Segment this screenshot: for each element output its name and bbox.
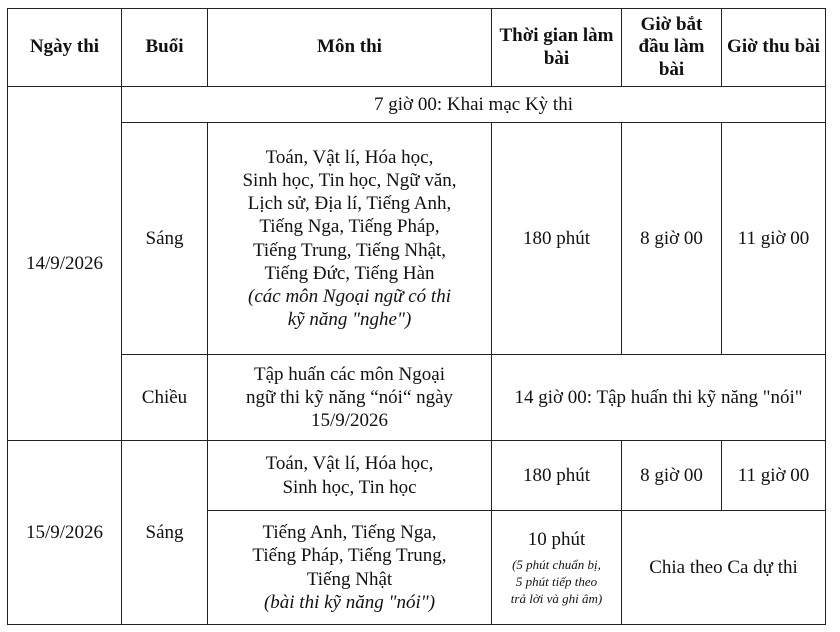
- date-cell-day1: 14/9/2026: [8, 87, 122, 441]
- duration-value: 10 phút: [527, 528, 586, 550]
- date-cell-day2: 15/9/2026: [8, 441, 122, 625]
- subject-lines: [212, 146, 487, 285]
- subject-note: (bài thi kỹ năng "nói"): [263, 591, 436, 613]
- duration-note-line: trả lời và ghi âm): [510, 590, 603, 606]
- duration-cell: 180 phút: [492, 441, 622, 511]
- table-row: [8, 441, 826, 511]
- subject-cell: [208, 123, 492, 355]
- end-time-cell: 11 giờ 00: [722, 123, 826, 355]
- start-time-cell: 8 giờ 00: [622, 441, 722, 511]
- subject-line: Tiếng Trung, Tiếng Nhật,: [252, 239, 447, 261]
- subject-note-line: kỹ năng "nghe"): [287, 309, 412, 331]
- session-cell-afternoon: Chiều: [122, 355, 208, 441]
- table-row: [8, 355, 826, 441]
- subject-cell: [208, 441, 492, 511]
- subject-line: ngữ thi kỹ năng “nói“ ngày: [245, 386, 454, 408]
- subject-line: Tiếng Đức, Tiếng Hàn: [264, 262, 435, 284]
- end-time-cell: 11 giờ 00: [722, 441, 826, 511]
- header-end-time: Giờ thu bài: [722, 9, 826, 87]
- start-time-cell: 8 giờ 00: [622, 123, 722, 355]
- subject-line: Sinh học, Tin học: [282, 476, 417, 498]
- subject-cell: [208, 355, 492, 441]
- subject-line: Lịch sử, Địa lí, Tiếng Anh,: [247, 193, 452, 215]
- subject-cell: [208, 511, 492, 625]
- session-cell-morning: Sáng: [122, 123, 208, 355]
- session-cell-morning: Sáng: [122, 441, 208, 625]
- subject-line: Tiếng Pháp, Tiếng Trung,: [252, 545, 447, 567]
- time-by-shift-cell: Chia theo Ca dự thi: [622, 511, 826, 625]
- duration-note-line: (5 phút chuẩn bị,: [512, 556, 601, 572]
- header-row: [8, 9, 826, 87]
- header-date: Ngày thi: [8, 9, 122, 87]
- subject-line: 15/9/2026: [310, 410, 389, 432]
- subject-lines: [212, 363, 487, 433]
- subject-lines: [212, 521, 487, 591]
- subject-note-line: (các môn Ngoại ngữ có thi: [248, 285, 451, 307]
- subject-line: Tiếng Anh, Tiếng Nga,: [262, 522, 437, 544]
- header-subject: Môn thi: [208, 9, 492, 87]
- table-row: [8, 123, 826, 355]
- subject-line: Toán, Vật lí, Hóa học,: [265, 146, 434, 168]
- duration-note: [496, 557, 617, 608]
- subject-lines: [212, 452, 487, 498]
- subject-line: Tiếng Nga, Tiếng Pháp,: [259, 216, 440, 238]
- opening-ceremony-cell: 7 giờ 00: Khai mạc Kỳ thi: [122, 87, 826, 123]
- duration-cell: [492, 511, 622, 625]
- duration-cell: 180 phút: [492, 123, 622, 355]
- subject-line: Sinh học, Tin học, Ngữ văn,: [242, 169, 457, 191]
- exam-schedule-table: [7, 8, 826, 625]
- subject-line: Tập huấn các môn Ngoại: [254, 363, 445, 385]
- subject-line: Tiếng Nhật: [306, 568, 393, 590]
- header-start-time: Giờ bắt đầu làm bài: [622, 9, 722, 87]
- subject-line: Toán, Vật lí, Hóa học,: [265, 453, 434, 475]
- header-duration: Thời gian làm bài: [492, 9, 622, 87]
- duration-note-line: 5 phút tiếp theo: [515, 573, 598, 589]
- training-schedule-cell: 14 giờ 00: Tập huấn thi kỹ năng "nói": [492, 355, 826, 441]
- table-row: [8, 87, 826, 123]
- header-session: Buổi: [122, 9, 208, 87]
